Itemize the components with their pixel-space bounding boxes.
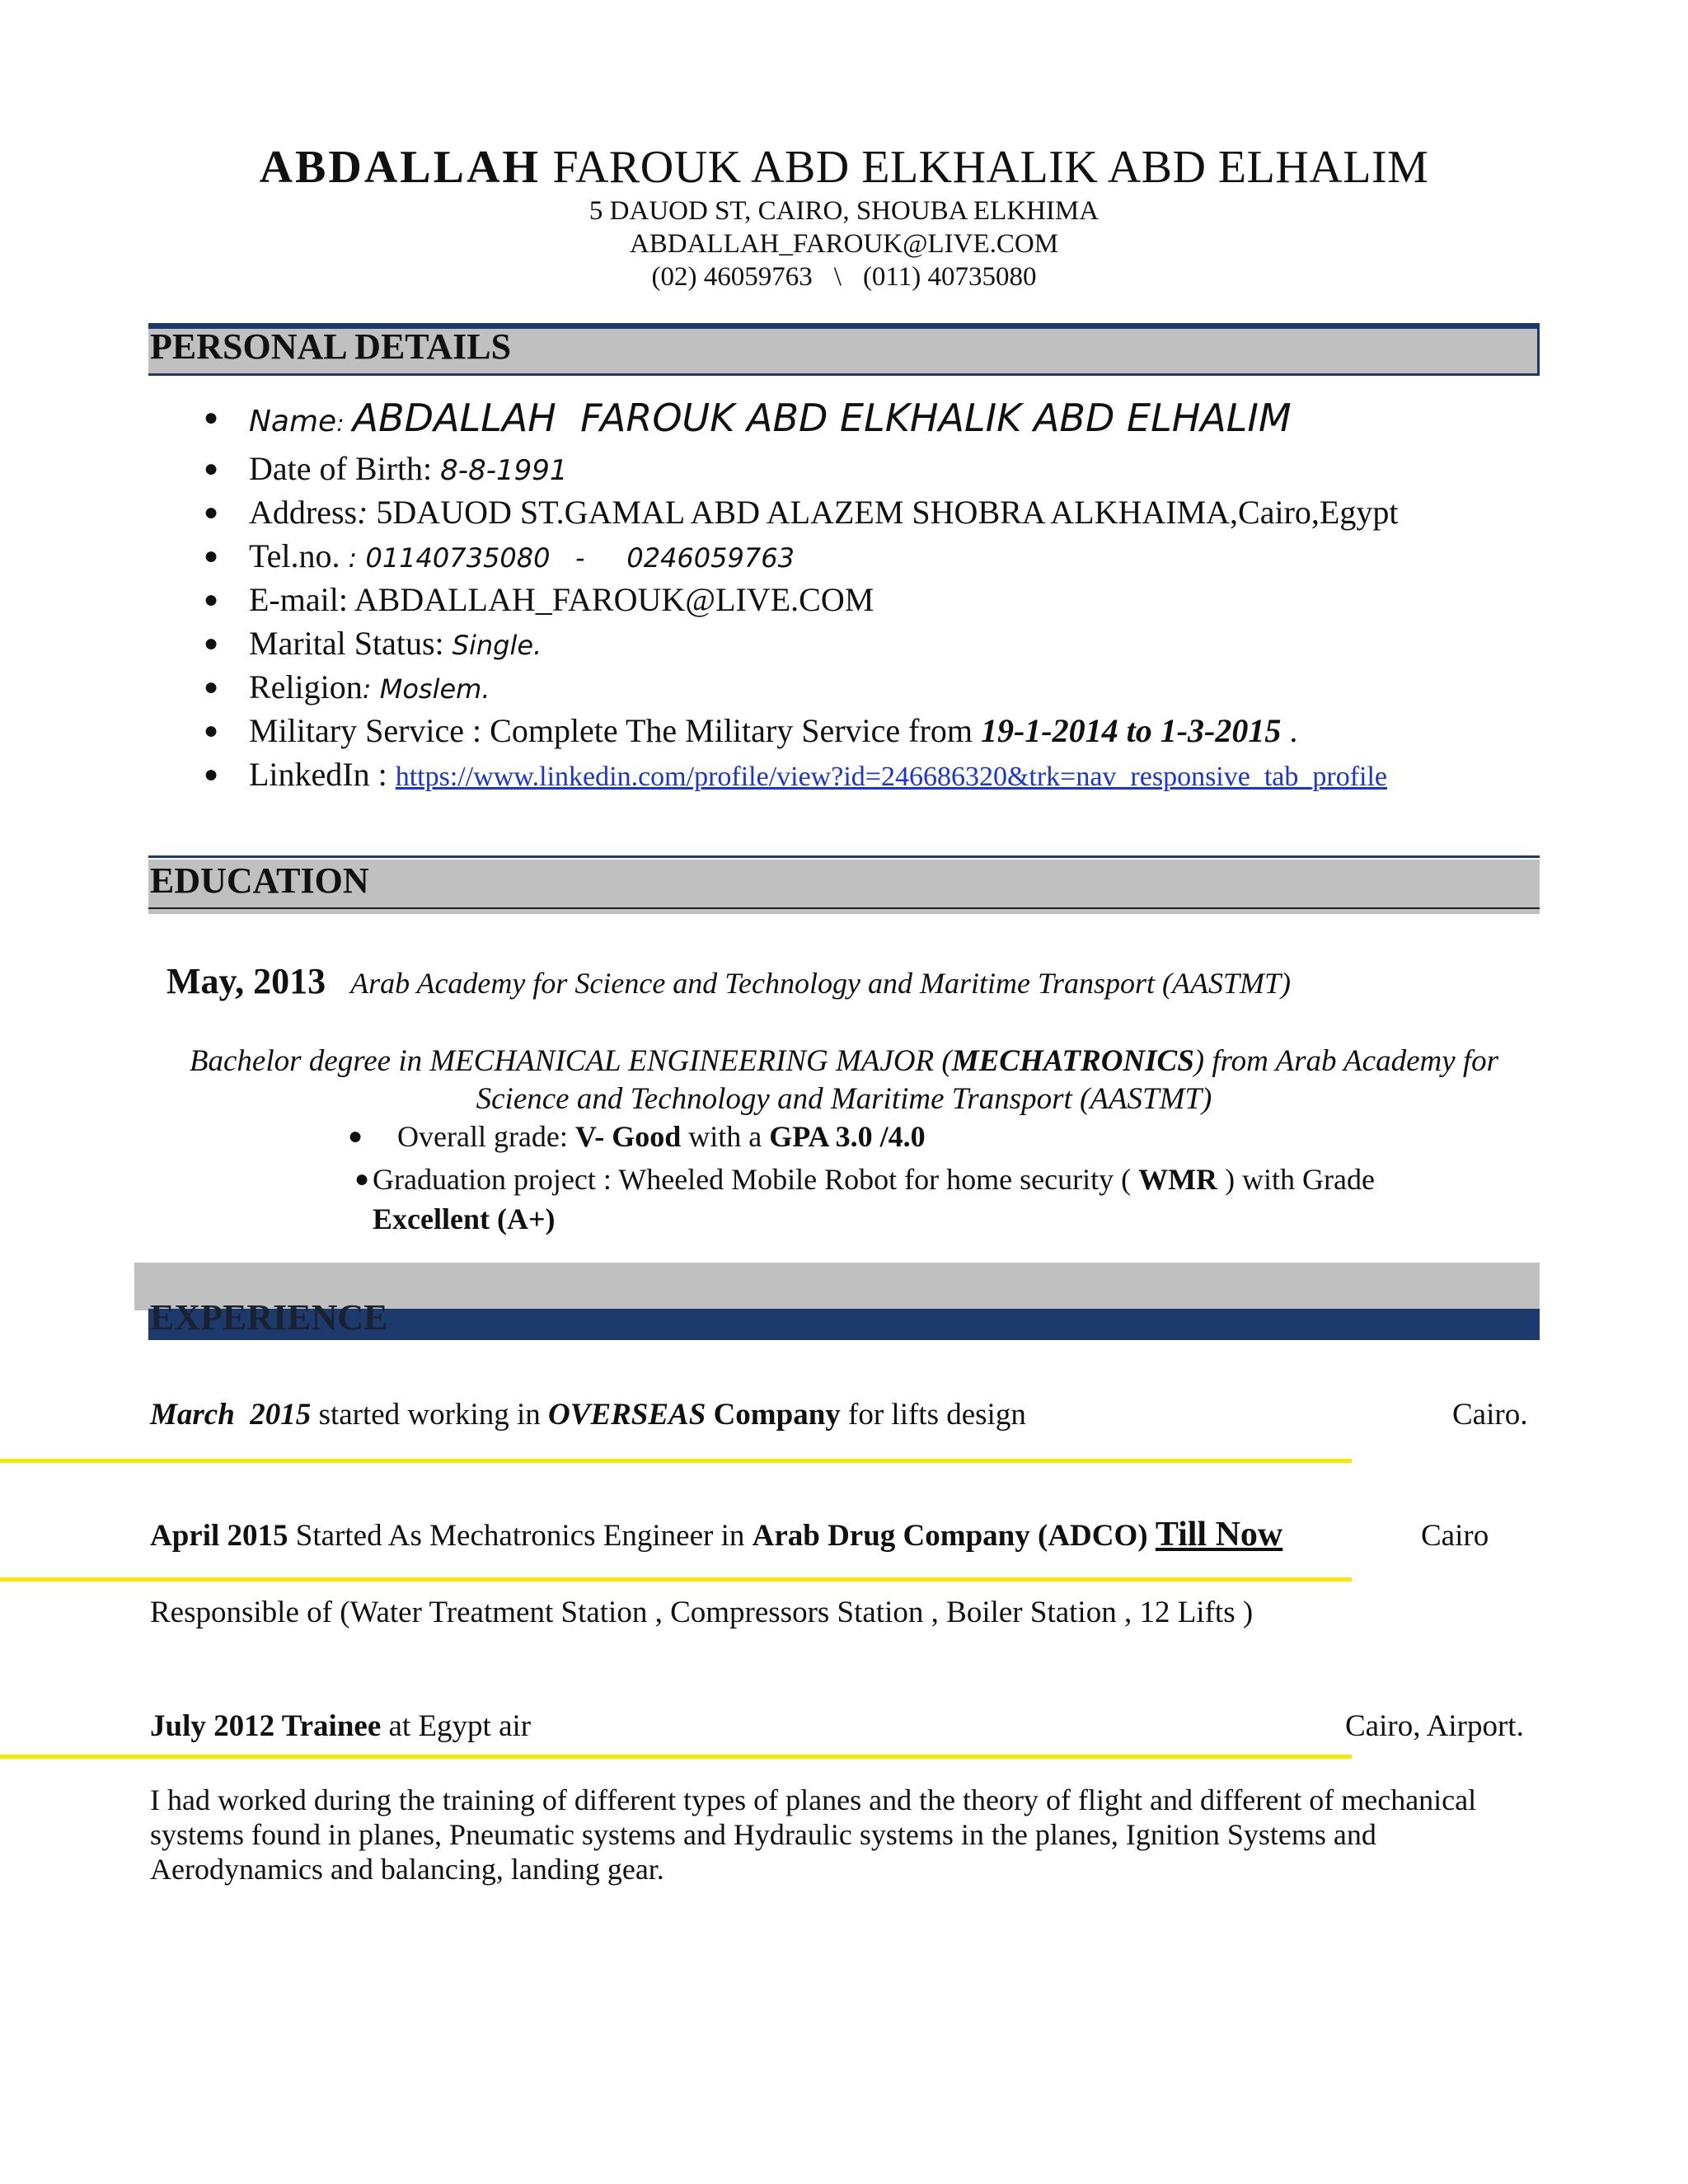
list-item	[204, 490, 1399, 534]
name-colon: :	[336, 410, 345, 437]
bullet-icon: ●	[204, 542, 219, 569]
candidate-name-heading	[0, 138, 1688, 196]
job-1-company: OVERSEAS	[548, 1398, 706, 1432]
list-item	[204, 389, 1398, 447]
education-details-list	[348, 1117, 1375, 1239]
job-2-location: Cairo	[1421, 1519, 1489, 1553]
header-phone-1: (02) 46059763	[651, 262, 813, 292]
education-section-bottom-rule	[148, 907, 1540, 909]
education-institution: Arab Academy for Science and Technology and Maritime Transport (AASTMT)	[350, 967, 1291, 1000]
religion-label: Religion	[249, 668, 363, 705]
grade-value: V- Good	[574, 1120, 682, 1153]
job-3-description	[150, 1783, 1476, 1886]
bullet-icon: ●	[354, 1165, 370, 1193]
list-item	[204, 752, 1398, 796]
job-3-desc-line-2: systems found in planes, Pneumatic systems and Hydraulic systems in the planes, Ignition Systems and	[150, 1818, 1376, 1851]
address-colon: :	[357, 494, 368, 531]
job-2-company: Arab Drug Company (ADCO)	[752, 1519, 1148, 1553]
degree-text-post: ) from Arab Academy for	[1193, 1044, 1499, 1078]
military-label: Military Service : Complete The Military Service from	[249, 712, 973, 749]
bullet-icon: ●	[204, 404, 219, 431]
gpa-value: GPA 3.0 /4.0	[769, 1120, 926, 1153]
job-2-responsibilities: Responsible of (Water Treatment Station , Compressors Station , Boiler Station , 12 Lifts )	[150, 1596, 1254, 1629]
job-2-mid: Started As Mechatronics Engineer in	[295, 1519, 745, 1553]
job-3-location: Cairo, Airport.	[1345, 1709, 1524, 1743]
degree-line-2: Science and Technology and Maritime Transport (AASTMT)	[476, 1082, 1212, 1116]
highlight-line	[0, 1755, 1352, 1759]
bullet-icon: ●	[204, 717, 219, 744]
job-2-line	[150, 1516, 1282, 1554]
linkedin-label: LinkedIn :	[249, 756, 387, 793]
email-value: ABDALLAH_FAROUK@LIVE.COM	[354, 581, 874, 618]
education-degree	[0, 1043, 1688, 1118]
job-1-mid: started working in	[318, 1398, 541, 1432]
name-value: ABDALLAH FAROUK ABD ELKHALIK ABD ELHALIM	[352, 396, 1292, 440]
bullet-icon: ●	[204, 630, 219, 657]
degree-major: MECHATRONICS	[951, 1044, 1194, 1078]
job-1-description: for lifts design	[848, 1398, 1026, 1432]
name-label: Name	[249, 405, 337, 438]
phone-separator: \	[833, 262, 842, 292]
job-3-mid: at Egypt air	[388, 1709, 532, 1743]
job-1-location: Cairo.	[1452, 1398, 1528, 1432]
personal-section-bottom-rule	[148, 373, 1540, 376]
address-label: Address	[249, 494, 358, 531]
header-phone-2: (011) 40735080	[862, 262, 1037, 292]
address-value: 5DAUOD ST.GAMAL ABD ALAZEM SHOBRA ALKHAIMA,Cairo,Egypt	[376, 494, 1399, 531]
marital-value: Single.	[452, 630, 542, 661]
list-item	[204, 534, 1398, 578]
personal-section-title: PERSONAL DETAILS	[150, 326, 512, 367]
education-section-title: EDUCATION	[150, 860, 369, 901]
list-item	[204, 578, 1398, 621]
job-1-company-suffix: Company	[713, 1398, 841, 1432]
candidate-first-name: ABDALLAH	[259, 142, 541, 193]
list-item	[204, 665, 1398, 709]
bullet-icon: ●	[348, 1122, 363, 1150]
highlight-line	[0, 1459, 1352, 1463]
military-end: .	[1289, 712, 1298, 749]
bullet-icon: ●	[204, 761, 219, 788]
linkedin-link[interactable]: https://www.linkedin.com/profile/view?id=246686320&trk=nav_responsive_tab_profile	[395, 762, 1387, 792]
job-1-date: March 2015	[150, 1398, 312, 1432]
tel-label: Tel.no.	[249, 537, 340, 574]
list-item	[204, 621, 1398, 665]
project-name: WMR	[1138, 1163, 1218, 1196]
bullet-icon: ●	[204, 455, 219, 482]
military-dates: 19-1-2014 to 1-3-2015	[980, 712, 1282, 749]
degree-text-pre: Bachelor degree in MECHANICAL ENGINEERING MAJOR (	[189, 1044, 952, 1078]
job-3-date: July 2012 Trainee	[150, 1709, 382, 1743]
education-entry-header	[166, 958, 1291, 1005]
project-grade: Excellent (A+)	[373, 1202, 556, 1235]
bullet-icon: ●	[204, 673, 219, 701]
bullet-icon: ●	[204, 499, 219, 526]
project-pre: Graduation project : Wheeled Mobile Robot for home security (	[373, 1163, 1132, 1196]
experience-section-title: EXPERIENCE	[150, 1297, 388, 1338]
list-item	[204, 709, 1398, 752]
job-1-line	[150, 1397, 1026, 1433]
dob-value: 8-8-1991	[440, 454, 568, 487]
job-2-date: April 2015	[150, 1519, 288, 1553]
list-item	[354, 1160, 1375, 1239]
header-email: ABDALLAH_FAROUK@LIVE.COM	[629, 229, 1059, 259]
dob-label: Date of Birth:	[249, 450, 433, 487]
list-item	[204, 447, 1398, 490]
personal-details-list	[204, 389, 1399, 796]
job-3-desc-line-3: Aerodynamics and balancing, landing gear.	[150, 1853, 664, 1886]
degree-line-1	[0, 1043, 1688, 1080]
bullet-icon: ●	[204, 586, 219, 613]
education-section-top-rule	[148, 855, 1540, 858]
job-2-till-now: Till Now	[1155, 1516, 1283, 1554]
grade-mid: with a	[688, 1120, 762, 1153]
job-3-desc-line-1: I had worked during the training of different types of planes and the theory of flight and different of mechanical	[150, 1783, 1477, 1816]
marital-label: Marital Status:	[249, 625, 444, 662]
email-label: E-mail:	[249, 581, 348, 618]
header-phones	[0, 260, 1688, 293]
education-date: May, 2013	[166, 961, 326, 1001]
grade-label: Overall grade:	[397, 1120, 568, 1153]
candidate-last-names: FAROUK ABD ELKHALIK ABD ELHALIM	[552, 142, 1429, 193]
highlight-line	[0, 1577, 1352, 1582]
religion-value: : Moslem.	[362, 673, 490, 705]
project-post: ) with Grade	[1225, 1163, 1375, 1196]
list-item	[348, 1117, 1375, 1156]
header-address: 5 DAUOD ST, CAIRO, SHOUBA ELKHIMA	[588, 196, 1100, 226]
tel-value: : 01140735080 - 0246059763	[348, 542, 795, 574]
job-3-line	[150, 1708, 531, 1745]
